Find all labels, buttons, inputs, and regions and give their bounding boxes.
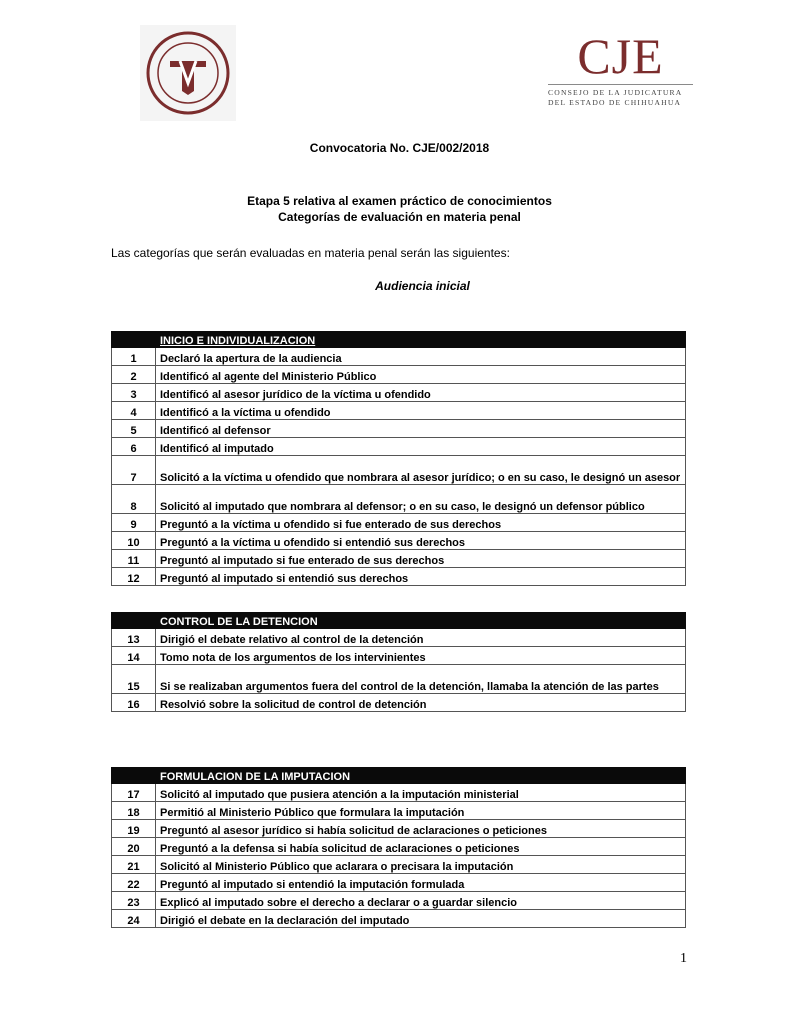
audiencia-subtitle: Audiencia inicial — [375, 279, 470, 293]
table-formulacion — [111, 767, 686, 928]
table-row — [112, 402, 686, 420]
table-row — [112, 820, 686, 838]
cje-logo-line2: DEL ESTADO DE CHIHUAHUA — [548, 98, 682, 107]
header-num-cell — [112, 332, 156, 348]
row-number: 10 — [112, 532, 156, 550]
cje-logo-divider — [548, 84, 693, 85]
row-number: 11 — [112, 550, 156, 568]
row-number: 3 — [112, 384, 156, 402]
table-row — [112, 694, 686, 712]
table-row — [112, 874, 686, 892]
table-header-row — [112, 768, 686, 784]
table-row — [112, 892, 686, 910]
table-header-row — [112, 613, 686, 629]
row-criterion: Tomo nota de los argumentos de los intervinientes — [156, 647, 686, 665]
judicial-seal-logo — [140, 25, 236, 121]
row-criterion: Resolvió sobre la solicitud de control de detención — [156, 694, 686, 712]
row-criterion: Permitió al Ministerio Público que formulara la imputación — [156, 802, 686, 820]
row-criterion: Explicó al imputado sobre el derecho a declarar o a guardar silencio — [156, 892, 686, 910]
table-row — [112, 514, 686, 532]
row-number: 21 — [112, 856, 156, 874]
table-title: INICIO E INDIVIDUALIZACION — [156, 332, 686, 348]
row-number: 20 — [112, 838, 156, 856]
row-number: 9 — [112, 514, 156, 532]
row-criterion: Preguntó al imputado si fue enterado de sus derechos — [156, 550, 686, 568]
row-number: 1 — [112, 348, 156, 366]
table-row — [112, 384, 686, 402]
row-criterion: Identificó al agente del Ministerio Público — [156, 366, 686, 384]
page-number: 1 — [680, 951, 687, 966]
cje-logo — [548, 30, 693, 115]
row-number: 8 — [112, 485, 156, 514]
table-row — [112, 568, 686, 586]
header-num-cell — [112, 768, 156, 784]
row-number: 22 — [112, 874, 156, 892]
row-criterion: Preguntó al imputado si entendió la imputación formulada — [156, 874, 686, 892]
table-row — [112, 456, 686, 485]
row-number: 15 — [112, 665, 156, 694]
row-criterion: Preguntó a la víctima u ofendido si fue enterado de sus derechos — [156, 514, 686, 532]
cje-logo-mark: CJE — [577, 28, 664, 84]
row-criterion: Identificó al defensor — [156, 420, 686, 438]
table-row — [112, 420, 686, 438]
etapa-title: Etapa 5 relativa al examen práctico de conocimientos — [247, 194, 552, 208]
row-criterion: Solicitó al imputado que pusiera atención a la imputación ministerial — [156, 784, 686, 802]
row-number: 13 — [112, 629, 156, 647]
row-criterion: Preguntó a la víctima u ofendido si entendió sus derechos — [156, 532, 686, 550]
row-criterion: Dirigió el debate relativo al control de la detención — [156, 629, 686, 647]
table-row — [112, 348, 686, 366]
row-criterion: Identificó al asesor jurídico de la víctima u ofendido — [156, 384, 686, 402]
header-num-cell — [112, 613, 156, 629]
categorias-title: Categorías de evaluación en materia penal — [278, 210, 521, 224]
row-number: 2 — [112, 366, 156, 384]
row-criterion: Solicitó a la víctima u ofendido que nombrara al asesor jurídico; o en su caso, le designó un asesor — [156, 456, 686, 485]
table-row — [112, 438, 686, 456]
table-row — [112, 647, 686, 665]
table-row — [112, 485, 686, 514]
table-row — [112, 838, 686, 856]
table-row — [112, 532, 686, 550]
row-number: 6 — [112, 438, 156, 456]
row-number: 14 — [112, 647, 156, 665]
table-control-detencion — [111, 612, 686, 712]
row-criterion: Preguntó al asesor jurídico si había solicitud de aclaraciones o peticiones — [156, 820, 686, 838]
row-number: 5 — [112, 420, 156, 438]
table-row — [112, 784, 686, 802]
table-title: CONTROL DE LA DETENCION — [156, 613, 686, 629]
row-criterion: Declaró la apertura de la audiencia — [156, 348, 686, 366]
table-row — [112, 665, 686, 694]
table-row — [112, 802, 686, 820]
row-criterion: Solicitó al imputado que nombrara al defensor; o en su caso, le designó un defensor público — [156, 485, 686, 514]
row-criterion: Identificó a la víctima u ofendido — [156, 402, 686, 420]
table-row — [112, 550, 686, 568]
row-criterion: Si se realizaban argumentos fuera del control de la detención, llamaba la atención de las partes — [156, 665, 686, 694]
row-criterion: Preguntó al imputado si entendió sus derechos — [156, 568, 686, 586]
table-header-row — [112, 332, 686, 348]
row-number: 17 — [112, 784, 156, 802]
row-number: 19 — [112, 820, 156, 838]
table-row — [112, 910, 686, 928]
convocatoria-title: Convocatoria No. CJE/002/2018 — [309, 141, 490, 155]
row-number: 24 — [112, 910, 156, 928]
table-inicio — [111, 331, 686, 586]
table-row — [112, 366, 686, 384]
row-number: 12 — [112, 568, 156, 586]
row-criterion: Identificó al imputado — [156, 438, 686, 456]
row-criterion: Dirigió el debate en la declaración del imputado — [156, 910, 686, 928]
intro-paragraph: Las categorías que serán evaluadas en materia penal serán las siguientes: — [111, 246, 510, 260]
table-row — [112, 629, 686, 647]
row-number: 4 — [112, 402, 156, 420]
row-number: 7 — [112, 456, 156, 485]
row-criterion: Solicitó al Ministerio Público que aclarara o precisara la imputación — [156, 856, 686, 874]
row-criterion: Preguntó a la defensa si había solicitud de aclaraciones o peticiones — [156, 838, 686, 856]
row-number: 16 — [112, 694, 156, 712]
row-number: 18 — [112, 802, 156, 820]
table-title: FORMULACION DE LA IMPUTACION — [156, 768, 686, 784]
table-row — [112, 856, 686, 874]
cje-logo-line1: CONSEJO DE LA JUDICATURA — [548, 88, 683, 97]
row-number: 23 — [112, 892, 156, 910]
